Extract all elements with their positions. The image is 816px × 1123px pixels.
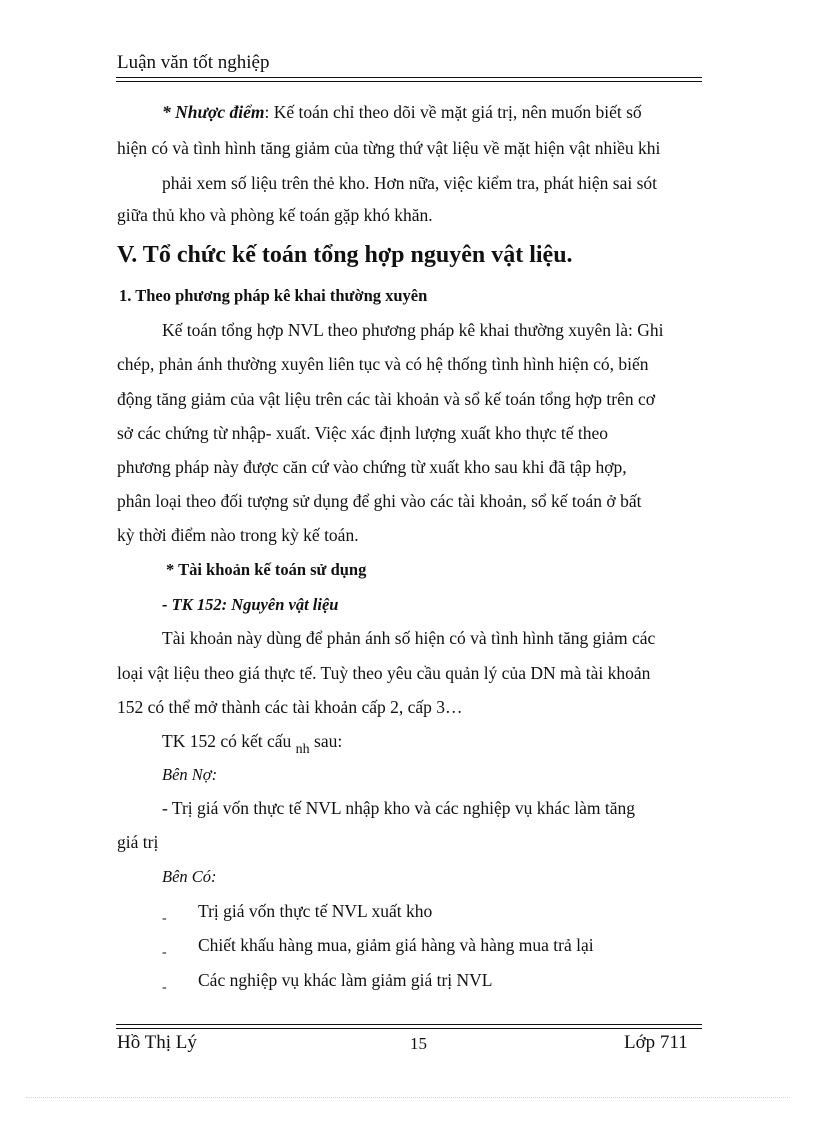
paragraph-line: chép, phản ánh thường xuyên liên tục và có hệ thống tình hình hiện có, biến — [117, 354, 649, 374]
debit-label: Bên Nợ: — [162, 765, 218, 784]
paragraph-line: Kế toán tổng hợp NVL theo phương pháp kê khai thường xuyên là: Ghi — [162, 320, 664, 340]
accounts-heading: * Tài khoản kế toán sử dụng — [166, 560, 367, 579]
page-bottom-divider — [26, 1097, 790, 1098]
paragraph-line: kỳ thời điểm nào trong kỳ kế toán. — [117, 525, 359, 545]
debit-line-2: giá trị — [117, 832, 159, 852]
debit-line-1: - Trị giá vốn thực tế NVL nhập kho và các nghiệp vụ khác làm tăng — [162, 798, 635, 818]
disadvantage-line-3: phải xem số liệu trên thẻ kho. Hơn nữa, việc kiểm tra, phát hiện sai sót — [162, 173, 658, 193]
bullet-marker: - — [162, 945, 167, 960]
footer-rule-top — [116, 1024, 702, 1025]
paragraph-line: 152 có thể mở thành các tài khoản cấp 2, cấp 3… — [117, 697, 463, 717]
footer-author: Hồ Thị Lý — [117, 1032, 197, 1053]
paragraph-line: phương pháp này được căn cứ vào chứng từ xuất kho sau khi đã tập hợp, — [117, 457, 627, 477]
paragraph-line: sở các chứng từ nhập- xuất. Việc xác định lượng xuất kho thực tế theo — [117, 423, 608, 443]
bullet-marker: - — [162, 911, 167, 926]
page-number: 15 — [410, 1034, 427, 1053]
sub-heading: 1. Theo phương pháp kê khai thường xuyên — [119, 286, 428, 305]
page-header-title: Luận văn tốt nghiệp — [117, 52, 270, 73]
footer-class: Lớp 711 — [624, 1032, 688, 1053]
section-heading: V. Tổ chức kế toán tổng hợp nguyên vật liệu. — [117, 242, 573, 268]
credit-item: Chiết khấu hàng mua, giảm giá hàng và hàng mua trả lại — [198, 935, 594, 955]
disadvantage-line-4: giữa thủ kho và phòng kế toán gặp khó khăn. — [117, 205, 433, 225]
header-rule-bottom — [116, 81, 702, 82]
disadvantage-line-2: hiện có và tình hình tăng giảm của từng thứ vật liệu về mặt hiện vật nhiều khi — [117, 138, 661, 158]
paragraph-line: phân loại theo đối tượng sử dụng để ghi vào các tài khoản, sổ kế toán ở bất — [117, 491, 642, 511]
tk-heading: - TK 152: Nguyên vật liệu — [162, 595, 339, 614]
paragraph-line: loại vật liệu theo giá thực tế. Tuỳ theo yêu cầu quản lý của DN mà tài khoản — [117, 663, 651, 683]
disadvantage-label: * Nhược điểm — [162, 102, 265, 122]
bullet-marker: - — [162, 980, 167, 995]
credit-item: Trị giá vốn thực tế NVL xuất kho — [198, 901, 433, 921]
disadvantage-line-1: * Nhược điểm: Kế toán chỉ theo dõi về mặt giá trị, nên muốn biết số — [162, 102, 642, 122]
footer-rule-bottom — [116, 1028, 702, 1029]
credit-label: Bên Có: — [162, 867, 217, 886]
credit-item: Các nghiệp vụ khác làm giảm giá trị NVL — [198, 970, 493, 990]
paragraph-line: Tài khoản này dùng để phản ánh số hiện có và tình hình tăng giảm các — [162, 628, 656, 648]
paragraph-line: động tăng giảm của vật liệu trên các tài khoản và sổ kế toán tổng hợp trên cơ — [117, 389, 655, 409]
header-rule-top — [116, 77, 702, 78]
structure-line: TK 152 có kết cấu $_{nh}$ sau: — [162, 731, 343, 757]
